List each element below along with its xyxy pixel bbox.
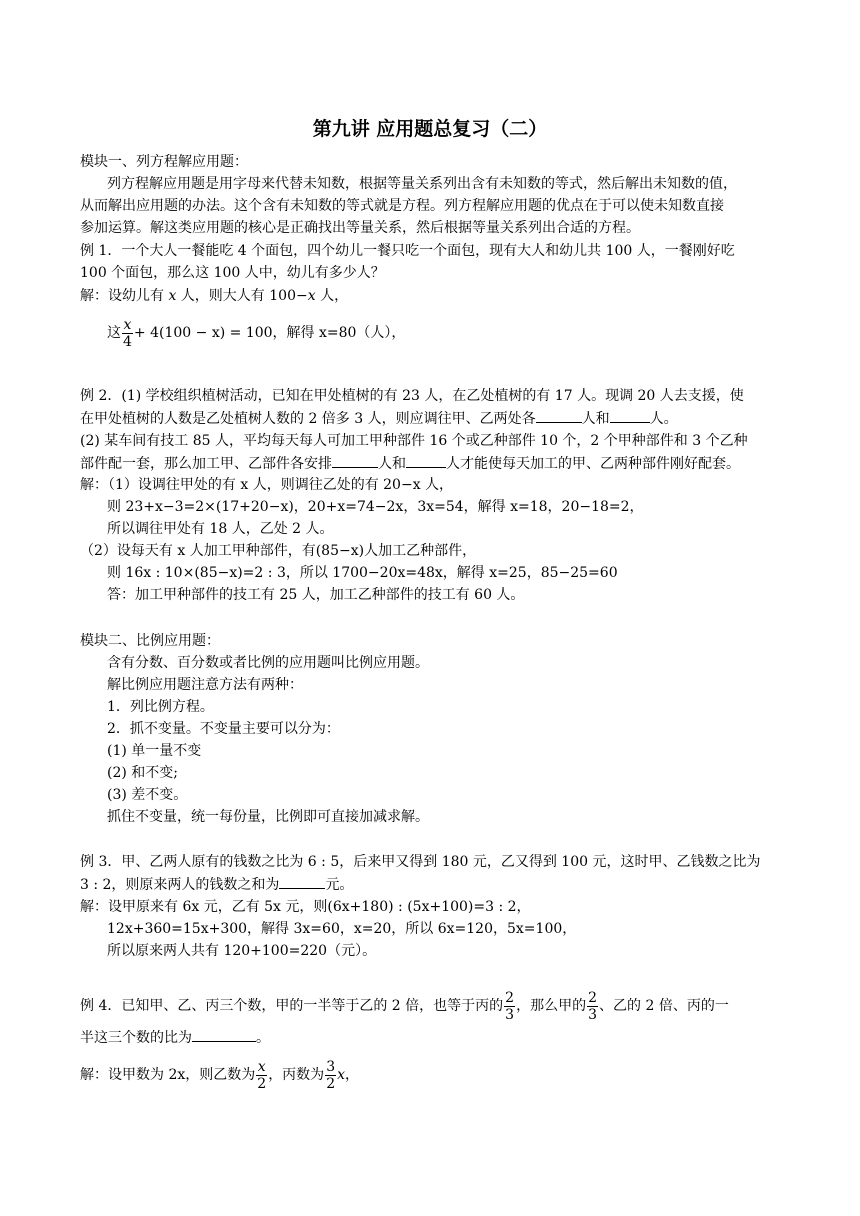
answer-blank: [610, 408, 650, 423]
module1-intro-line1: 列方程解应用题是用字母来代替未知数，根据等量关系列出含有未知数的等式，然后解出未知数的值，: [107, 176, 737, 192]
ex3-solution-line1: 解：设甲原来有 6x 元，乙有 5x 元，则(6x+180) : (5x+100)=3 : 2，: [80, 899, 531, 915]
ex2-solution-line1: 解：（1）设调往甲处的有 x 人，则调往乙处的有 20−x 人，: [80, 477, 454, 493]
ex2-q2-line1: (2) 某车间有技工 85 人，平均每天每人可加工甲种部件 16 个或乙种部件 10 个，2 个甲种部件和 3 个乙种: [80, 433, 748, 449]
ex2-q2-line2: 部件配一套，那么加工甲、乙部件各安排 人和 人才能使每天加工的甲、乙两种部件刚好配套。: [80, 453, 860, 474]
ex2-q1-line1: 例 2．(1) 学校组织植树活动，已知在甲处植树的有 23 人，在乙处植树的有 17 人。现调 20 人去支援，使: [80, 388, 744, 404]
ex4-solution-line1: 解：设甲数为 2x，则乙数为 $\frac{x}{2}$ ，丙数为 $\frac{3}{2}$ x，: [80, 1058, 360, 1092]
module1-intro-line3: 参加运算。解这类应用题的核心是正确找出等量关系，然后根据等量关系列出合适的方程。: [80, 220, 640, 236]
answer-blank: [536, 408, 582, 423]
answer-blank: [279, 874, 325, 889]
module2-line7: (3) 差不变。: [107, 787, 188, 803]
ex1-question-line2: 100 个面包，那么这 100 人中，幼儿有多少人？: [80, 265, 385, 281]
ex2-solution-line5: 则 16x : 10×(85−x)=2 : 3，所以 1700−20x=48x，解得 x=25，85−25=60: [107, 565, 618, 581]
ex3-solution-line2: 12x+360=15x+300，解得 3x=60，x=20，所以 6x=120，5x=100，: [107, 921, 577, 937]
module2-line6: (2) 和不变;: [107, 765, 178, 781]
module2-line5: (1) 单一量不变: [107, 743, 202, 759]
fraction-three-halves: $\frac{3}{2}$: [326, 1058, 336, 1092]
ex1-solution-line1: 解：设幼儿有 x 人，则大人有 100−x 人，: [80, 288, 349, 304]
ex1-equation-line: 这 $\frac{x}{4}$ + 4(100 − x) = 100，解得 x=80（人），: [107, 316, 406, 350]
ex4-question-line1: 例 4．已知甲、乙、丙三个数，甲的一半等于乙的 2 倍，也等于丙的 $\frac{2}{3}$ ，那么甲的 $\frac{2}{3}$ 、乙的 2 倍、丙的一: [80, 989, 729, 1023]
ex1-question-line1: 例 1．一个大人一餐能吃 4 个面包，四个幼儿一餐只吃一个面包，现有大人和幼儿共 100 人，一餐刚好吃: [80, 243, 735, 259]
module2-line4: 2．抓不变量。不变量主要可以分为：: [107, 721, 340, 737]
module2-line3: 1．列比例方程。: [107, 699, 214, 715]
module2-line1: 含有分数、百分数或者比例的应用题叫比例应用题。: [107, 655, 429, 671]
ex2-solution-line2: 则 23+x−3=2×(17+20−x)，20+x=74−2x，3x=54，解得 x=18，20−18=2，: [107, 499, 644, 515]
ex2-solution-line3: 所以调往甲处有 18 人，乙处 2 人。: [107, 521, 334, 537]
ex3-question-line2: 3 : 2，则原来两人的钱数之和为 元。: [80, 874, 860, 895]
ex4-question-line2: 半这三个数的比为 。: [80, 1027, 860, 1048]
module2-line2: 解比例应用题注意方法有两种：: [107, 677, 303, 693]
module2-line8: 抓住不变量，统一每份量，比例即可直接加减求解。: [107, 809, 429, 825]
module2-heading: 模块二、比例应用题：: [80, 633, 220, 649]
module1-intro-line2: 从而解出应用题的办法。这个含有未知数的等式就是方程。列方程解应用题的优点在于可以使未知数直接: [80, 198, 724, 214]
fraction-x-over-4: $\frac{x}{4}$: [123, 316, 132, 350]
fraction-x-over-2: $\frac{x}{2}$: [257, 1058, 267, 1092]
fraction-two-thirds: $\frac{2}{3}$: [505, 989, 515, 1023]
fraction-two-thirds: $\frac{2}{3}$: [588, 989, 598, 1023]
page-title: 第九讲 应用题总复习（二）: [312, 118, 548, 140]
ex2-solution-line6: 答：加工甲种部件的技工有 25 人，加工乙种部件的技工有 60 人。: [107, 587, 525, 603]
ex3-solution-line3: 所以原来两人共有 120+100=220（元）。: [107, 943, 377, 959]
ex2-solution-line4: （2）设每天有 x 人加工甲种部件，有(85−x)人加工乙种部件，: [80, 543, 477, 559]
answer-blank: [406, 453, 446, 468]
answer-blank: [332, 453, 378, 468]
ex3-question-line1: 例 3．甲、乙两人原有的钱数之比为 6 : 5，后来甲又得到 180 元，乙又得到 100 元，这时甲、乙钱数之比为: [80, 854, 761, 870]
module1-heading: 模块一、列方程解应用题：: [80, 154, 248, 170]
ex2-q1-line2: 在甲处植树的人数是乙处植树人数的 2 倍多 3 人，则应调往甲、乙两处各 人和 人。: [80, 408, 860, 429]
answer-blank: [192, 1027, 256, 1042]
